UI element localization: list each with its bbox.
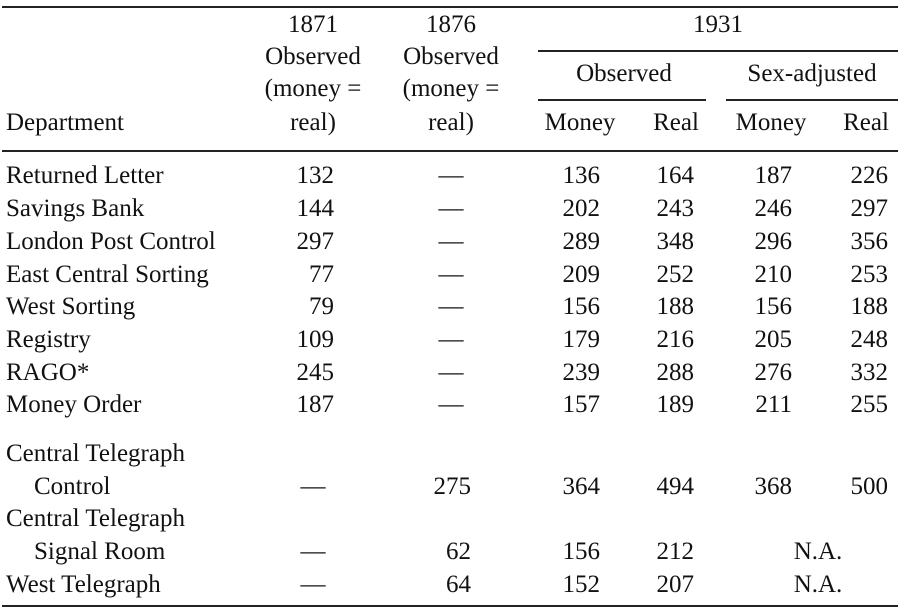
header-1876-real: real)	[428, 109, 474, 136]
row-registry-obs-real: 216	[656, 326, 694, 353]
row-rago-name: RAGO*	[6, 359, 90, 386]
row-ct-signal-obs-real: 212	[656, 538, 694, 565]
header-obs-real: Real	[653, 109, 699, 136]
row-london-post-control-1876: —	[438, 228, 464, 255]
row-london-post-control-adj-real: 356	[850, 228, 888, 255]
row-registry-adj-real: 248	[850, 326, 888, 353]
row-london-post-control-name: London Post Control	[6, 228, 216, 255]
row-ct-control-adj-real: 500	[850, 473, 888, 500]
row-rago-1876: —	[438, 359, 464, 386]
row-money-order-adj-money: 211	[755, 391, 792, 418]
row-returned-letter-adj-real: 226	[850, 162, 888, 189]
row-west-sorting-obs-money: 156	[562, 293, 600, 320]
row-west-sorting-adj-real: 188	[850, 293, 888, 320]
header-1871-observed: Observed	[265, 43, 361, 70]
row-west-telegraph-obs-money: 152	[562, 571, 600, 598]
header-1876-year: 1876	[426, 11, 476, 38]
rule-observed	[538, 99, 706, 101]
row-east-central-sorting-1876: —	[438, 261, 464, 288]
row-money-order-obs-money: 157	[562, 391, 600, 418]
row-rago-1871: 245	[296, 359, 334, 386]
bottom-rule	[2, 605, 898, 607]
row-ct-control-obs-real: 494	[656, 473, 694, 500]
row-savings-bank-obs-real: 243	[656, 195, 694, 222]
row-london-post-control-adj-money: 296	[754, 228, 792, 255]
header-department: Department	[6, 109, 125, 136]
row-registry-1876: —	[438, 326, 464, 353]
row-west-sorting-1876: —	[438, 293, 464, 320]
row-west-telegraph-adj-na: N.A.	[793, 571, 843, 598]
header-adj-money: Money	[735, 109, 807, 136]
row-ct-signal-1876: 62	[446, 538, 471, 565]
row-savings-bank-adj-money: 246	[754, 195, 792, 222]
row-returned-letter-obs-money: 136	[562, 162, 600, 189]
row-registry-1871: 109	[296, 326, 334, 353]
row-returned-letter-1876: —	[438, 162, 464, 189]
row-rago-adj-real: 332	[850, 359, 888, 386]
row-ct-signal-1871: —	[300, 538, 326, 565]
row-rago-obs-money: 239	[562, 359, 600, 386]
header-1876-money-eq: (money =	[402, 75, 500, 102]
row-ct-control-name: Central Telegraph	[6, 440, 185, 467]
row-ct-control-obs-money: 364	[562, 473, 600, 500]
row-returned-letter-name: Returned Letter	[6, 162, 164, 189]
row-west-sorting-name: West Sorting	[6, 293, 136, 320]
row-savings-bank-name: Savings Bank	[6, 195, 145, 222]
row-savings-bank-1871: 144	[296, 195, 334, 222]
row-returned-letter-adj-money: 187	[754, 162, 792, 189]
row-ct-control-1871: —	[300, 473, 326, 500]
row-east-central-sorting-1871: 77	[309, 261, 334, 288]
header-adj-real: Real	[843, 109, 889, 136]
row-returned-letter-obs-real: 164	[656, 162, 694, 189]
row-east-central-sorting-name: East Central Sorting	[6, 261, 209, 288]
row-west-telegraph-obs-real: 207	[656, 571, 694, 598]
row-ct-control-adj-money: 368	[754, 473, 792, 500]
row-savings-bank-adj-real: 297	[850, 195, 888, 222]
row-east-central-sorting-obs-real: 252	[656, 261, 694, 288]
rule-1931	[538, 50, 898, 52]
row-money-order-adj-real: 255	[850, 391, 888, 418]
row-savings-bank-obs-money: 202	[562, 195, 600, 222]
row-ct-signal-name2: Signal Room	[34, 538, 166, 565]
header-1876-observed: Observed	[403, 43, 499, 70]
header-1871-year: 1871	[288, 11, 338, 38]
rule-sex-adjusted	[726, 99, 898, 101]
top-rule	[2, 6, 898, 8]
row-money-order-name: Money Order	[6, 391, 142, 418]
row-money-order-obs-real: 189	[656, 391, 694, 418]
row-money-order-1871: 187	[296, 391, 334, 418]
row-registry-name: Registry	[6, 326, 91, 353]
row-savings-bank-1876: —	[438, 195, 464, 222]
row-west-telegraph-1871: —	[300, 571, 326, 598]
header-1931-year: 1931	[693, 11, 743, 38]
header-1871-money-eq: (money =	[264, 75, 362, 102]
row-returned-letter-1871: 132	[296, 162, 334, 189]
row-ct-control-name2: Control	[34, 473, 111, 500]
row-east-central-sorting-adj-real: 253	[850, 261, 888, 288]
row-london-post-control-1871: 297	[296, 228, 334, 255]
row-money-order-1876: —	[438, 391, 464, 418]
row-ct-control-1876: 275	[433, 473, 471, 500]
row-west-sorting-obs-real: 188	[656, 293, 694, 320]
row-london-post-control-obs-real: 348	[656, 228, 694, 255]
row-west-sorting-adj-money: 156	[754, 293, 792, 320]
row-west-sorting-1871: 79	[309, 293, 334, 320]
row-east-central-sorting-obs-money: 209	[562, 261, 600, 288]
row-london-post-control-obs-money: 289	[562, 228, 600, 255]
header-observed: Observed	[576, 60, 672, 87]
row-west-telegraph-1876: 64	[446, 571, 471, 598]
row-west-telegraph-name: West Telegraph	[6, 571, 161, 598]
row-ct-signal-obs-money: 156	[562, 538, 600, 565]
row-east-central-sorting-adj-money: 210	[754, 261, 792, 288]
header-obs-money: Money	[544, 109, 616, 136]
row-rago-adj-money: 276	[754, 359, 792, 386]
header-bottom-rule	[2, 150, 898, 152]
header-sex-adjusted: Sex-adjusted	[747, 60, 877, 87]
row-ct-signal-name: Central Telegraph	[6, 505, 185, 532]
row-ct-signal-adj-na: N.A.	[793, 538, 843, 565]
row-rago-obs-real: 288	[656, 359, 694, 386]
row-registry-adj-money: 205	[754, 326, 792, 353]
header-1871-real: real)	[290, 109, 336, 136]
row-registry-obs-money: 179	[562, 326, 600, 353]
